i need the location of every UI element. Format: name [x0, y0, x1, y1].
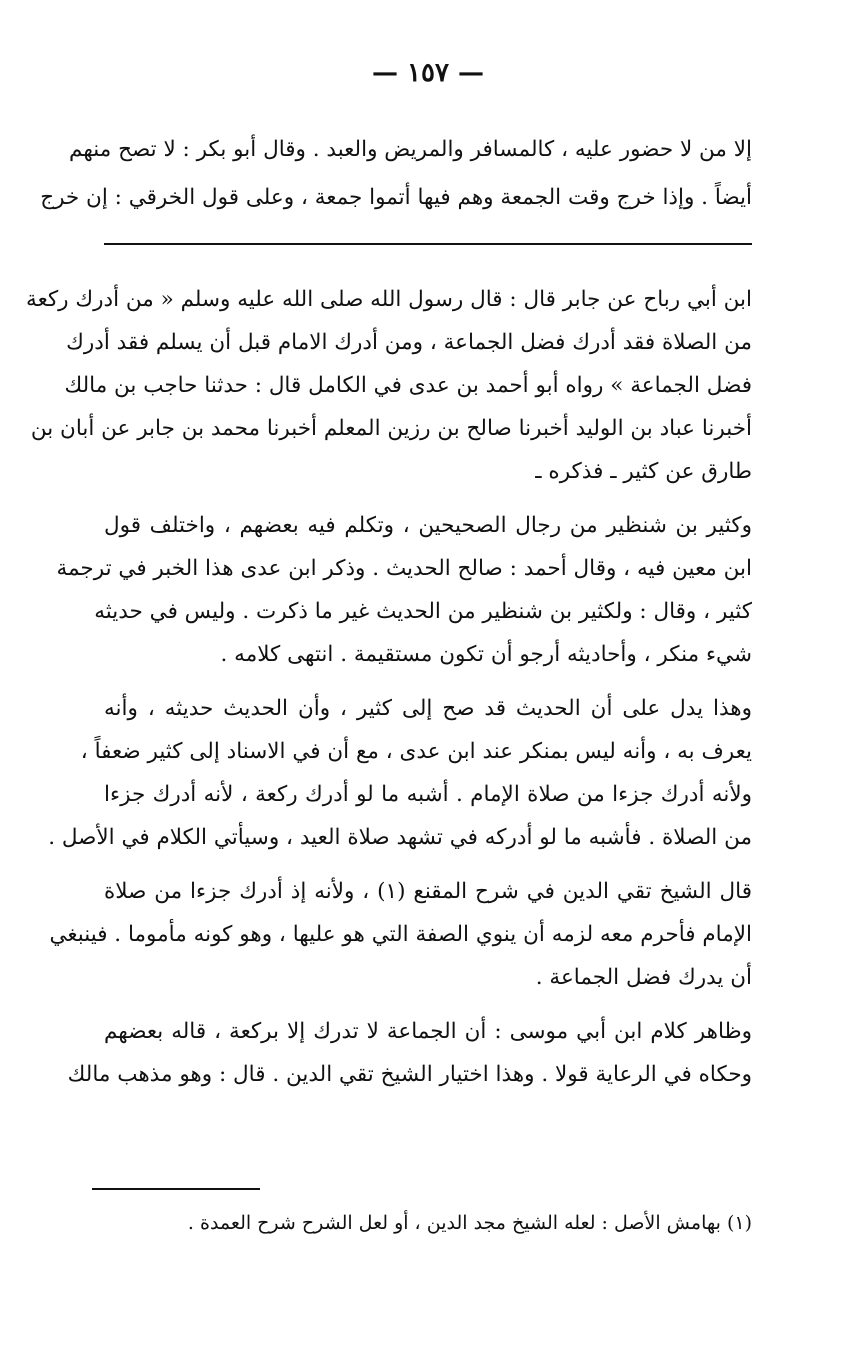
paragraph [26, 278, 752, 493]
text-line: أيضاً . وإذا خرج وقت الجمعة وهم فيها أتموا جمعة ، وعلى قول الخرقي : إن خرج [40, 185, 752, 210]
main-text-block [26, 278, 752, 1096]
text-line: وهذا يدل على أن الحديث قد صح إلى كثير ، وأن الحديث حديثه ، وأنه [104, 696, 752, 721]
text-line: كثير ، وقال : ولكثير بن شنظير من الحديث غير ما ذكرت . وليس في حديثه [94, 599, 752, 624]
text-line: فضل الجماعة » رواه أبو أحمد بن عدى في الكامل قال : حدثنا حاجب بن مالك [64, 373, 752, 398]
section-divider [104, 243, 752, 245]
paragraph [56, 504, 752, 676]
text-line: الإمام فأحرم معه لزمه أن ينوي الصفة التي هو عليها ، وهو كونه مأموما . فينبغي [49, 922, 752, 947]
text-line: وحكاه في الرعاية قولا . وهذا اختيار الشيخ تقي الدين . قال : وهو مذهب مالك [67, 1062, 752, 1087]
paragraph [48, 687, 752, 859]
text-line: ابن أبي رباح عن جابر قال : قال رسول الله صلى الله عليه وسلم « من أدرك ركعة [26, 287, 752, 312]
text-line: شيء منكر ، وأحاديثه أرجو أن تكون مستقيمة . انتهى كلامه . [220, 642, 752, 667]
text-line: أخبرنا عباد بن الوليد أخبرنا صالح بن رزين المعلم أخبرنا محمد بن جابر عن أبان بن [30, 416, 752, 441]
paragraph-gap [104, 999, 752, 1010]
text-line: أن يدرك فضل الجماعة . [535, 965, 752, 990]
text-line: من الصلاة . فأشبه ما لو أدركه في تشهد صلاة العيد ، وسيأتي الكلام في الأصل . [48, 825, 752, 850]
text-line: ولأنه أدرك جزءا من صلاة الإمام . أشبه ما لو أدرك ركعة ، لأنه أدرك جزءا [104, 782, 752, 807]
text-line: وكثير بن شنظير من رجال الصحيحين ، وتكلم فيه بعضهم ، واختلف قول [104, 513, 752, 538]
footnote-divider [92, 1188, 260, 1190]
paragraph-gap [104, 493, 752, 504]
page-number: — ١٥٧ — [371, 58, 485, 88]
text-line: وظاهر كلام ابن أبي موسى : أن الجماعة لا تدرك إلا بركعة ، قاله بعضهم [104, 1019, 752, 1044]
paragraph [67, 1010, 752, 1096]
text-line: يعرف به ، وأنه ليس بمنكر عند ابن عدى ، مع أن في الاسناد إلى كثير ضعفاً ، [80, 739, 752, 764]
paragraph-gap [104, 676, 752, 687]
paragraph-gap [104, 859, 752, 870]
text-line: إلا من لا حضور عليه ، كالمسافر والمريض والعبد . وقال أبو بكر : لا تصح منهم [69, 137, 752, 162]
top-text-block [40, 126, 752, 222]
footnote: (١) بهامش الأصل : لعله الشيخ مجد الدين ، أو لعل الشرح شرح العمدة . [187, 1212, 752, 1234]
text-line: من الصلاة فقد أدرك فضل الجماعة ، ومن أدرك الامام قبل أن يسلم فقد أدرك [66, 330, 752, 355]
text-line: ابن معين فيه ، وقال أحمد : صالح الحديث . وذكر ابن عدى هذا الخبر في ترجمة [56, 556, 752, 581]
text-line: طارق عن كثير ـ فذكره ـ [535, 459, 752, 484]
text-line: قال الشيخ تقي الدين في شرح المقنع (١) ، ولأنه إذ أدرك جزءا من صلاة [104, 879, 752, 904]
paragraph [49, 870, 752, 999]
